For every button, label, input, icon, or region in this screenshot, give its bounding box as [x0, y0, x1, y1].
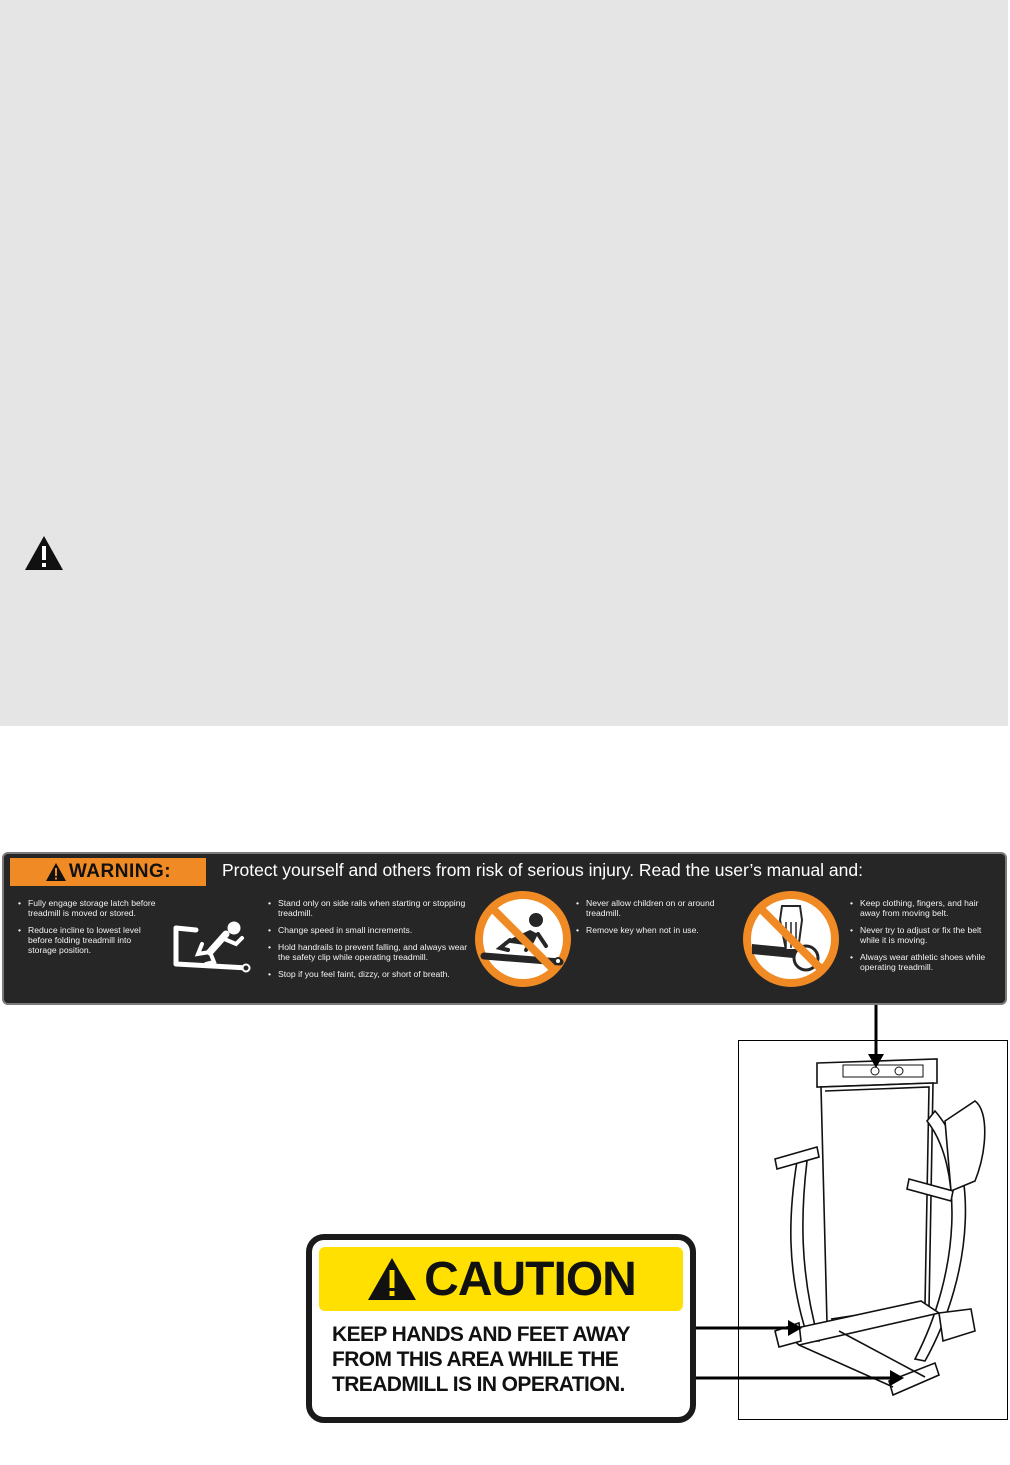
list-item: • Stand only on side rails when starting or stopping treadmill. — [268, 898, 473, 918]
caution-header — [319, 1247, 683, 1311]
fall-hazard-icon — [166, 894, 258, 974]
no-hands-icon — [742, 890, 840, 988]
caution-line: TREADMILL IS IN OPERATION. — [332, 1373, 625, 1396]
warning-decal — [2, 852, 1007, 1005]
gray-panel — [0, 0, 1008, 726]
list-item: • Stop if you feel faint, dizzy, or short of breath. — [268, 969, 473, 979]
warning-column-2 — [268, 898, 473, 986]
list-item: • Always wear athletic shoes while operating treadmill. — [850, 952, 1000, 972]
warning-triangle-icon — [45, 862, 67, 882]
caution-line: KEEP HANDS AND FEET AWAY — [332, 1323, 630, 1346]
caution-line: FROM THIS AREA WHILE THE — [332, 1348, 619, 1371]
list-item: • Change speed in small increments. — [268, 925, 473, 935]
list-item: • Never allow children on or around treadmill. — [576, 898, 726, 918]
list-item: • Fully engage storage latch before treadmill is moved or stored. — [18, 898, 158, 918]
warning-column-1 — [18, 898, 158, 962]
alert-triangle-icon — [24, 535, 64, 571]
caution-word: CAUTION — [424, 1252, 636, 1306]
list-item: • Hold handrails to prevent falling, and always wear the safety clip while operating treadmill. — [268, 942, 473, 962]
list-item: • Remove key when not in use. — [576, 925, 726, 935]
treadmill-illustration-frame — [738, 1040, 1008, 1420]
treadmill-illustration — [739, 1041, 1007, 1419]
list-item: • Keep clothing, fingers, and hair away from moving belt. — [850, 898, 1000, 918]
list-item: • Reduce incline to lowest level before folding treadmill into storage position. — [18, 925, 158, 955]
list-item: • Never try to adjust or fix the belt while it is moving. — [850, 925, 1000, 945]
caution-message — [332, 1322, 692, 1397]
no-children-icon — [474, 890, 572, 988]
warning-word: WARNING: — [68, 861, 172, 882]
warning-headline: Protect yourself and others from risk of serious injury. Read the user’s manual and: — [222, 860, 863, 880]
caution-decal — [306, 1234, 696, 1423]
caution-triangle-icon — [366, 1256, 418, 1302]
warning-column-3 — [576, 898, 726, 942]
warning-signal-tag — [10, 858, 206, 886]
warning-column-4 — [850, 898, 1000, 979]
